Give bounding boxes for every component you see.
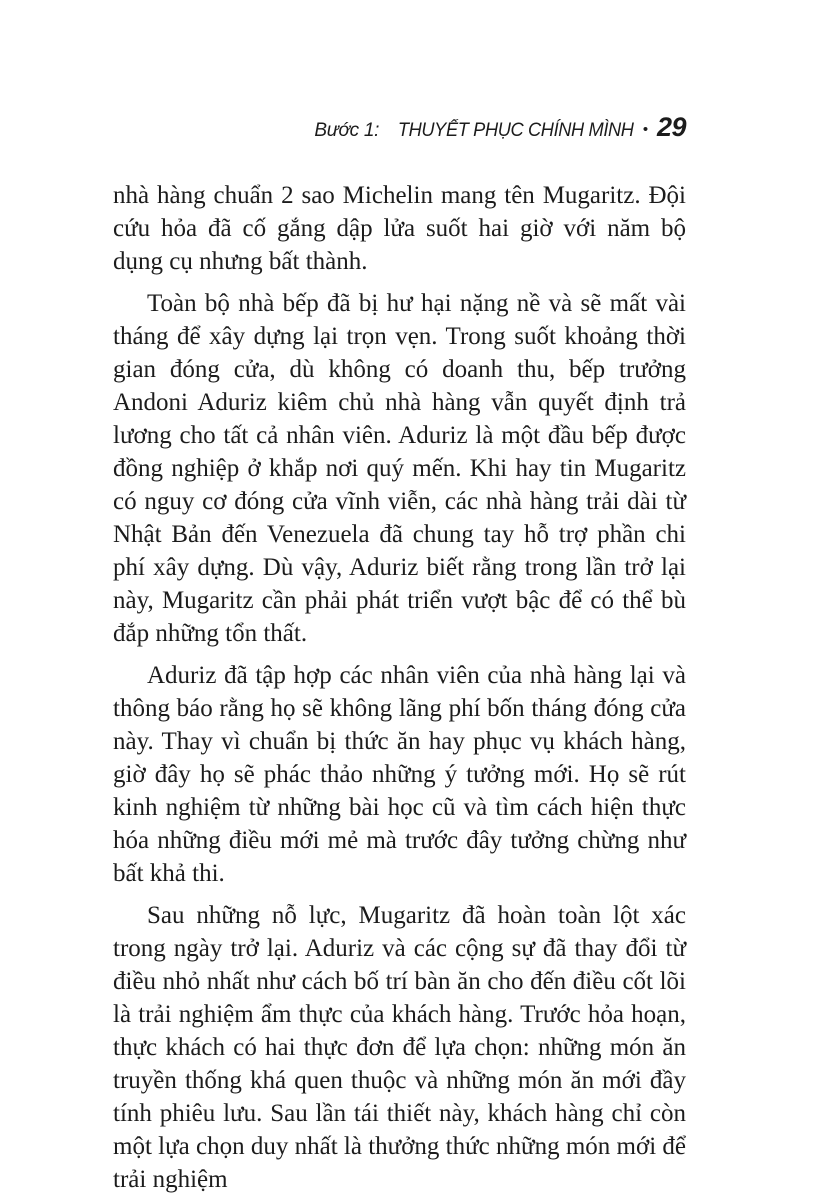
page-content [113, 112, 686, 1200]
page-number: 29 [656, 112, 686, 142]
page-body [113, 179, 686, 1196]
paragraph-2: Toàn bộ nhà bếp đã bị hư hại nặng nề và sẽ mất vài tháng để xây dựng lại trọn vẹn. Trong suốt khoảng thời gian đóng cửa, dù không có doanh thu, bếp trưởng Andoni Aduriz kiêm chủ nhà hàng vẫn quyết định trả lương cho tất cả nhân viên. Aduriz là một đầu bếp được đồng nghiệp ở khắp nơi quý mến. Khi hay tin Mugaritz có nguy cơ đóng cửa vĩnh viễn, các nhà hàng trải dài từ Nhật Bản đến Venezuela đã chung tay hỗ trợ phần chi phí xây dựng. Dù vậy, Aduriz biết rằng trong lần trở lại này, Mugaritz cần phải phát triển vượt bậc để có thể bù đắp những tổn thất. [113, 290, 686, 647]
paragraph-1: nhà hàng chuẩn 2 sao Michelin mang tên Mugaritz. Đội cứu hỏa đã cố gắng dập lửa suốt hai giờ với năm bộ dụng cụ nhưng bất thành. [113, 182, 686, 275]
chapter-label: Bước 1: [314, 120, 380, 141]
bullet-separator: • [642, 121, 648, 138]
chapter-title: THUYẾT PHỤC CHÍNH MÌNH [397, 120, 634, 141]
paragraph-4: Sau những nỗ lực, Mugaritz đã hoàn toàn lột xác trong ngày trở lại. Aduriz và các cộng sự đã thay đổi từ điều nhỏ nhất như cách bố trí bàn ăn cho đến điều cốt lõi là trải nghiệm ẩm thực của khách hàng. Trước hỏa hoạn, thực khách có hai thực đơn để lựa chọn: những món ăn truyền thống khá quen thuộc và những món ăn mới đầy tính phiêu lưu. Sau lần tái thiết này, khách hàng chỉ còn một lựa chọn duy nhất là thưởng thức những món mới để trải nghiệm [113, 902, 686, 1193]
running-header [113, 112, 686, 143]
paragraph-3: Aduriz đã tập hợp các nhân viên của nhà hàng lại và thông báo rằng họ sẽ không lãng phí bốn tháng đóng cửa này. Thay vì chuẩn bị thức ăn hay phục vụ khách hàng, giờ đây họ sẽ phác thảo những ý tưởng mới. Họ sẽ rút kinh nghiệm từ những bài học cũ và tìm cách hiện thực hóa những điều mới mẻ mà trước đây tưởng chừng như bất khả thi. [113, 662, 686, 887]
